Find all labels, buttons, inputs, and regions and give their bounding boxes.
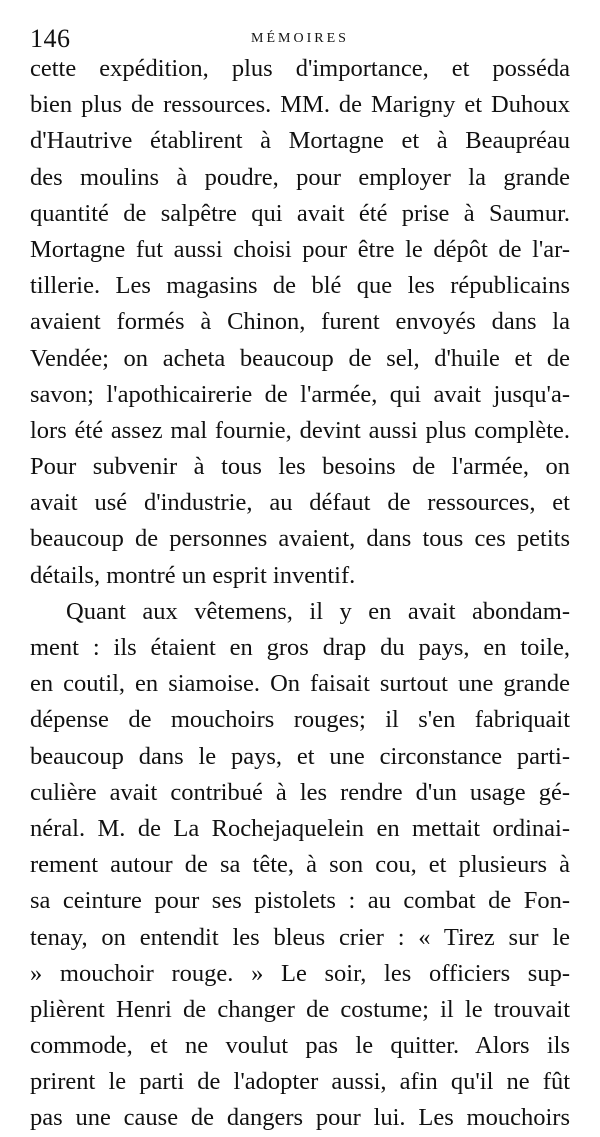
text-line: ment : ils étaient en gros drap du pays, en toile, [30,634,570,661]
text-line: dépense de mouchoirs rouges; il s'en fabriquait [30,706,570,734]
text-line: tillerie. Les magasins de blé que les républicains [30,272,570,300]
text-line: pas une cause de dangers pour lui. Les mouchoirs [30,1104,570,1132]
paragraph-start-line: Quant aux vêtemens, il y en avait abondam- [66,597,570,625]
text-line: commode, et ne voulut pas le quitter. Alors ils [30,1032,570,1060]
text-line: culière avait contribué à les rendre d'un usage gé- [30,778,570,806]
text-line: » mouchoir rouge. » Le soir, les officiers sup- [30,959,570,987]
text-line: tenay, on entendit les bleus crier : « Tirez sur le [30,923,570,951]
page-header [30,24,570,54]
text-line: beaucoup dans le pays, et une circonstance parti- [30,742,570,770]
page-number: 146 [30,24,71,53]
text-line: lors été assez mal fournie, devint aussi plus complète. [30,416,570,444]
text-line: quantité de salpêtre qui avait été prise à Saumur. [30,199,570,227]
text-line: beaucoup de personnes avaient, dans tous ces petits [30,525,570,553]
text-line: des moulins à poudre, pour employer la grande [30,163,570,191]
text-line: Mortagne fut aussi choisi pour être le dépôt de l'ar- [30,235,570,263]
text-line: bien plus de ressources. MM. de Marigny et Duhoux [30,91,570,119]
text-line: d'Hautrive établirent à Mortagne et à Beaupréau [30,127,570,155]
text-line: avait usé d'industrie, au défaut de ressources, et [30,489,570,517]
paragraph-end-line: détails, montré un esprit inventif. [30,561,356,589]
text-line: plièrent Henri de changer de costume; il le trouvait [30,995,570,1023]
text-line: prirent le parti de l'adopter aussi, afin qu'il ne fût [30,1068,570,1096]
text-line: rement autour de sa tête, à son cou, et plusieurs à [30,851,570,879]
text-line: néral. M. de La Rochejaquelein en mettait ordinai- [30,814,570,842]
text-line: avaient formés à Chinon, furent envoyés dans la [30,308,570,336]
body-text [30,51,570,1137]
running-head: MÉMOIRES [251,31,349,46]
text-line: Vendée; on acheta beaucoup de sel, d'huile et de [30,344,570,372]
text-line: cette expédition, plus d'importance, et posséda [30,55,570,82]
text-line: en coutil, en siamoise. On faisait surtout une grande [30,670,570,698]
text-line: sa ceinture pour ses pistolets : au combat de Fon- [30,887,570,915]
text-line: Pour subvenir à tous les besoins de l'armée, on [30,453,570,481]
text-line: savon; l'apothicairerie de l'armée, qui avait jusqu'a- [30,380,570,408]
